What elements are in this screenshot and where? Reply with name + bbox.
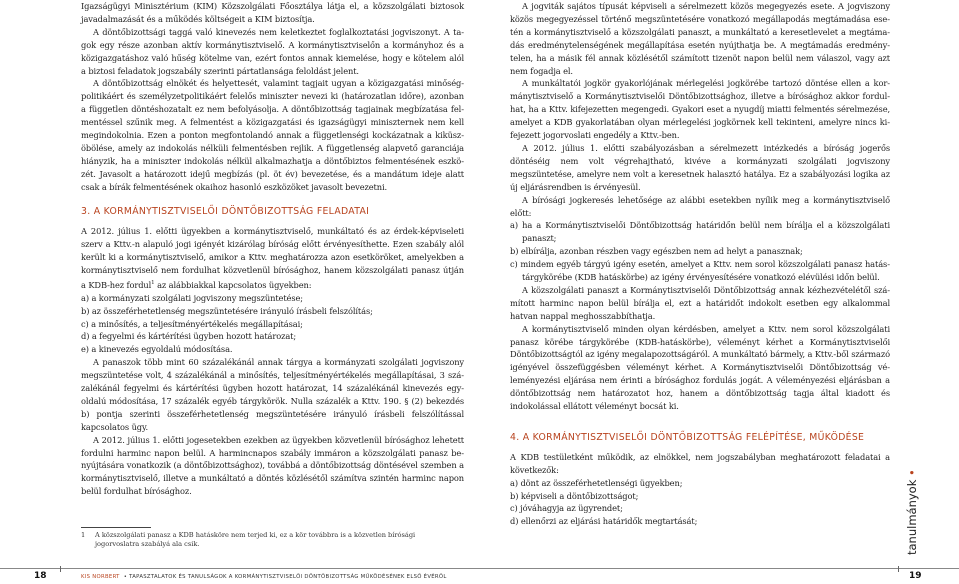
list-item: a) a kormányzati szolgálati jogviszony megszüntetése; (81, 292, 303, 303)
list-item: c) jóváhagyja az ügyrendet; (510, 503, 623, 514)
paragraph: A közszolgálati panaszt a Kormánytisztviselői Döntőbizottság annak kézhezvételétől számított harminc napon belül bírálja el, ezt a határidőt indokolt esetben egy alkalommal hatvan nappal meghosszabbíthatja. (510, 284, 890, 321)
paragraph: A panaszok több mint 60 százalékánál annak tárgya a kormányzati szolgálati jogviszony megszüntetése volt, 4 százalékánál a minősítés, teljesítményértékelés megállapításai, 3 százalékánál fegyelmi és kártérítési ügyben hozott határozat, 14 százalékánál kinevezés egyoldalú módosítása, 17 százalék egyéb tárgykörök. Nulla százalék a Kttv. 190. § (2) bekezdés b) pontja szerinti összeférhetetlenség megszüntetésére irányuló írásbeli felszólítással kapcsolatos ügy. (81, 357, 464, 432)
footer-tick (60, 566, 61, 572)
page-number-left: 18 (34, 571, 47, 581)
footnote (81, 531, 451, 549)
paragraph: A 2012. július 1. előtti jogesetekben ezekben az ügyekben közvetlenül bírósághoz lehetett fordulni harminc napon belül. A harmincnapos szabály immáron a közszolgálati panasz benyújtására vonatkozik (a döntőbizottsághoz), továbbá a döntőbizottság döntésével szemben a kormánytisztviselő, illetve a munkáltató a döntés közlésétől számítva szintén harminc napon belül fordulhat bírósághoz. (81, 434, 464, 497)
section-heading: 4. A KORMÁNYTISZTVISELŐI DÖNTŐBIZOTTSÁG FELÉPÍTÉSE, MŰKÖDÉSE (510, 431, 865, 443)
list-item: c) a minősítés, a teljesítményértékelés megállapításai; (81, 318, 303, 329)
footer-divider (0, 568, 959, 569)
list-item: a) ha a Kormánytisztviselői Döntőbizottság határidőn belül nem bírálja el a közszolgálati panaszt; (510, 220, 890, 244)
footnote-number: 1 (81, 531, 86, 539)
footer-author: KIS NORBERT (81, 574, 120, 580)
section-label-vertical (905, 469, 919, 555)
footnote-divider (81, 527, 151, 528)
paragraph: A jogviták sajátos típusát képviseli a sérelmezett közös megegyezés esete. A jogviszony közös megegyezéssel történő megszüntetésére vonatkozó megállapodás megtámadása esetén a kormánytisztviselő a közszolgálati panaszt, a munkáltató a keresetlevelet a megtámadás eredménytelenségének megállapítása esetén nyújthatja be. A megtámadás eredménytelen, ha a másik fél annak közlésétől számított tizenöt napon belül nem válaszol, vagy azt nem fogadja el. (510, 1, 890, 76)
right-column (510, 0, 890, 528)
running-footer (81, 574, 781, 580)
list-item: a) dönt az összeférhetetlenségi ügyekben; (510, 477, 683, 488)
paragraph: A kormánytisztviselő minden olyan kérdésben, amelyet a Kttv. nem sorol közszolgálati panasz körébe tárgykörébe (KDB-hatáskörbe), véleményt kérhet a Kormánytisztviselői Döntőbizottságtól az igény megalapozottságáról. A munkáltató bármely, a Kttv.-ből származó igényével összefüggésben véleményt kérhet. A Kormánytisztviselői Döntőbizottság véleményezési eljárása nem érinti a bírósághoz fordulás jogát. A véleményezési eljárásban a döntőbizottság nem határozatot hoz, hanem a döntőbizottság tagja által kiadott és indokolással ellátott véleményt bocsát ki. (510, 323, 890, 412)
paragraph: A döntőbizottság elnökét és helyettesét, valamint tagjait ugyan a közigazgatási minőségpolitikáért és személyzetpolitikáért felelős miniszter nevezi ki (határozatlan időre), azonban a független döntéshozatalt ez nem befolyásolja. A döntőbizottság tagjainak megbízatása felmentéssel szűnik meg. A felmentést a közigazgatási és igazságügyi miniszternek nem kell megindokolnia. Ezen a ponton megfontolandó annak a függetlenségi kockázatnak a kiküszöbölése, amely az indokolás nélküli felmentésben rejlik. A függetlenség alapvető garanciája hiányzik, ha a miniszter indokolás nélkül alkalmazhatja a döntőbiztos felmentésének eszközét. Javasolt a határozott idejű megbízás (pl. öt év) bevezetése, és a mandátum ideje alatt csak a bírák felmentésének okaihoz hasonló eszközöket javasolt bevezetni. (81, 78, 464, 192)
paragraph: A 2012. július 1. előtti szabályozásban a sérelmezett intézkedés a bíróság jogerős döntéséig nem volt végrehajtható, kivéve a kormányzati szolgálati jogviszony megszüntetése, amelyre nem volt a keresetnek halasztó hatálya. Ez a szabályozási logika az új eljárásrendben is érvényesül. (510, 142, 890, 192)
footnote-ref[interactable]: 1 (151, 280, 155, 287)
list-item: b) az összeférhetetlenség megszüntetésére irányuló írásbeli felszólítás; (81, 305, 373, 316)
footer-title: • TAPASZTALATOK ÉS TANULSÁGOK A KORMÁNYTISZTVISELŐI DÖNTŐBIZOTTSÁG MŰKÖDÉSÉNEK ELSŐ ÉVÉRŐL (123, 574, 447, 580)
left-column (81, 0, 464, 498)
paragraph: A döntőbizottsági taggá való kinevezés nem keletkeztet foglalkoztatási jogviszonyt. A tagok egy része azonban aktív kormánytisztviselő. A kormánytisztviselőn a kormányhoz és a közigazgatáshoz való hűség kötelme van, ezért fontos annak kiemelése, hogy e kötelem alól a biztosi feladatok jogszabály szerinti pártatlansága feloldást jelent. (81, 26, 464, 76)
footer-tick (898, 566, 899, 572)
footnote-text: A közszolgálati panasz a KDB hatásköre nem terjed ki, ez a kör továbbra is a közvetlen bírósági jogorvoslatra szabályá ala csik. (95, 531, 416, 549)
list-item: d) a fegyelmi és kártérítési ügyben hozott határozat; (81, 331, 297, 342)
paragraph: A munkáltatói jogkör gyakorlójának mérlegelési jogkörébe tartozó döntése ellen a kormánytisztviselő a Kormánytisztviselői Döntőbizottsághoz, illetve a bírósághoz akkor fordulhat, ha a Kttv. kifejezetten megengedi. Gyakori eset a nyugdíj miatti felmentés sérelmezése, amelyet a KDB gyakorlatában olyan mérlegelési jogkörnek kell tekinteni, amelyre nincs kifejezett jogorvoslati engedély a Kttv.-ben. (510, 78, 890, 141)
paragraph: Igazságügyi Minisztérium (KIM) Közszolgálati Főosztálya látja el, a közszolgálati biztosok javadalmazását és a működés költségeit a KIM biztosítja. (81, 1, 464, 24)
paragraph: A bírósági jogkeresés lehetősége az alábbi esetekben nyílik meg a kormánytisztviselő előtt: (510, 194, 890, 218)
page-number-right: 19 (909, 571, 922, 581)
list-item: b) elbírálja, azonban részben vagy egészben nem ad helyt a panasznak; (510, 246, 803, 257)
paragraph-text: az alábbiakkal kapcsolatos ügyekben: (154, 279, 312, 290)
list-item: b) képviseli a döntőbizottságot; (510, 490, 639, 501)
list-item: e) a kinevezés egyoldalú módosítása. (81, 344, 233, 355)
bullet-icon: • (905, 469, 919, 476)
sidebar-label-text: tanulmányok (905, 479, 919, 555)
list-item: d) ellenőrzi az eljárási határidők megtartását; (510, 516, 698, 527)
paragraph-text: A 2012. július 1. előtti ügyekben a kormánytisztviselő, munkáltató és az érdek-képviseleti szerv a Kttv.-n alapuló jogi igényét kizárólag bíróság előtt érvényesíthette. Ezen szabály alól került ki a kormánytisztviselő, amikor a Kttv. meghatározza azon esetköröket, amelyekben a kormánytisztviselő nem fordulhat közvetlenül bírósághoz, hanem közszolgálati panasz útján a KDB-hez fordul (81, 226, 464, 290)
list-item: c) mindem egyéb tárgyú igény esetén, amelyet a Kttv. nem sorol közszolgálati panasz hatástárgykörébe (KDB hatáskörbe) az igény érvényesítésére vonatkozó elévülési időn belül. (510, 259, 890, 283)
section-heading: 3. A KORMÁNYTISZTVISELŐI DÖNTŐBIZOTTSÁG FELADATAI (81, 206, 370, 218)
paragraph (81, 225, 464, 291)
paragraph: A KDB testületként működik, az elnökkel, nem jogszabályban meghatározott feladatai a következők: (510, 451, 890, 475)
